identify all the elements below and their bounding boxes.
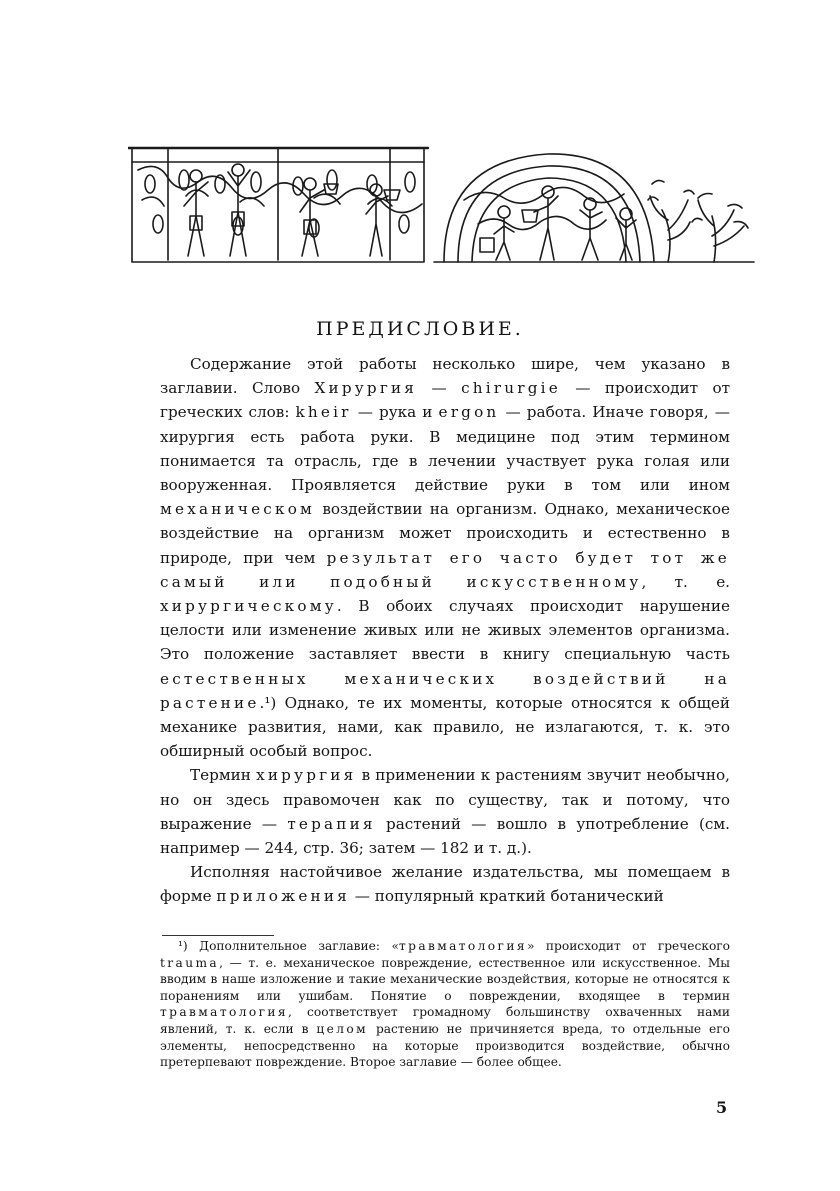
- egyptian-vineyard-illustration: [128, 140, 756, 270]
- page-title: ПРЕДИСЛОВИЕ.: [316, 318, 524, 340]
- paragraph-1: Содержание этой работы несколько шире, чем указано в заглавии. Слово Хирургия — chirurgie — происходит от греческих слов: kheir — рука и ergon — работа. Иначе говоря, — хирургия есть работа руки. В медицине под этим термином понимается та отрасль, где в лечении участвует рука голая или вооруженная. Проявляется действие руки в том или ином механическом воздействии на организм. Однако, механическое воздействие на организм может происходить и естественно в природе, при чем результат его часто будет тот же самый или подобный искусственному, т. е. хирургическому. В обоих случаях происходит нарушение целости или изменение живых или не живых элементов организма. Это положение заставляет ввести в книгу специальную часть естественных механических воздействий на растение.¹) Однако, те их моменты, которые относятся к общей механике развития, нами, как правило, не излагаются, т. к. это обширный особый вопрос.: [160, 355, 731, 761]
- footnote-text: ¹) Дополнительное заглавие: «травматология» происходит от греческого trauma, — т. е. механическое повреждение, естественное или искусственное. Мы вводим в наше изложение и такие механические воздействия, которые не относятся к поранениям или ушибам. Понятие о повреждении, входящее в термин травматология, соответствует громадному большинству охваченных нами явлений, т. к. если в целом растению не причиняется вреда, то отдельные его элементы, непосредственно на которые производится воздействие, обычно претерпевают повреждение. Второе заглавие — более общее.: [160, 939, 731, 1070]
- page-number: 5: [716, 1098, 728, 1117]
- paragraph-2: Термин хирургия в применении к растениям звучит необычно, но он здесь правомочен как по существу, так и потому, что выражение — терапия растений — вошло в употребление (см. например — 244, стр. 36; затем — 182 и т. д.).: [160, 766, 731, 858]
- paragraph-3: Исполняя настойчивое желание издательства, мы помещаем в форме приложения — популярный краткий ботанический: [160, 863, 730, 906]
- footnote-divider: [162, 935, 274, 936]
- footnote: [160, 938, 730, 1071]
- body-text: [160, 352, 730, 909]
- header-illustration: [128, 140, 756, 270]
